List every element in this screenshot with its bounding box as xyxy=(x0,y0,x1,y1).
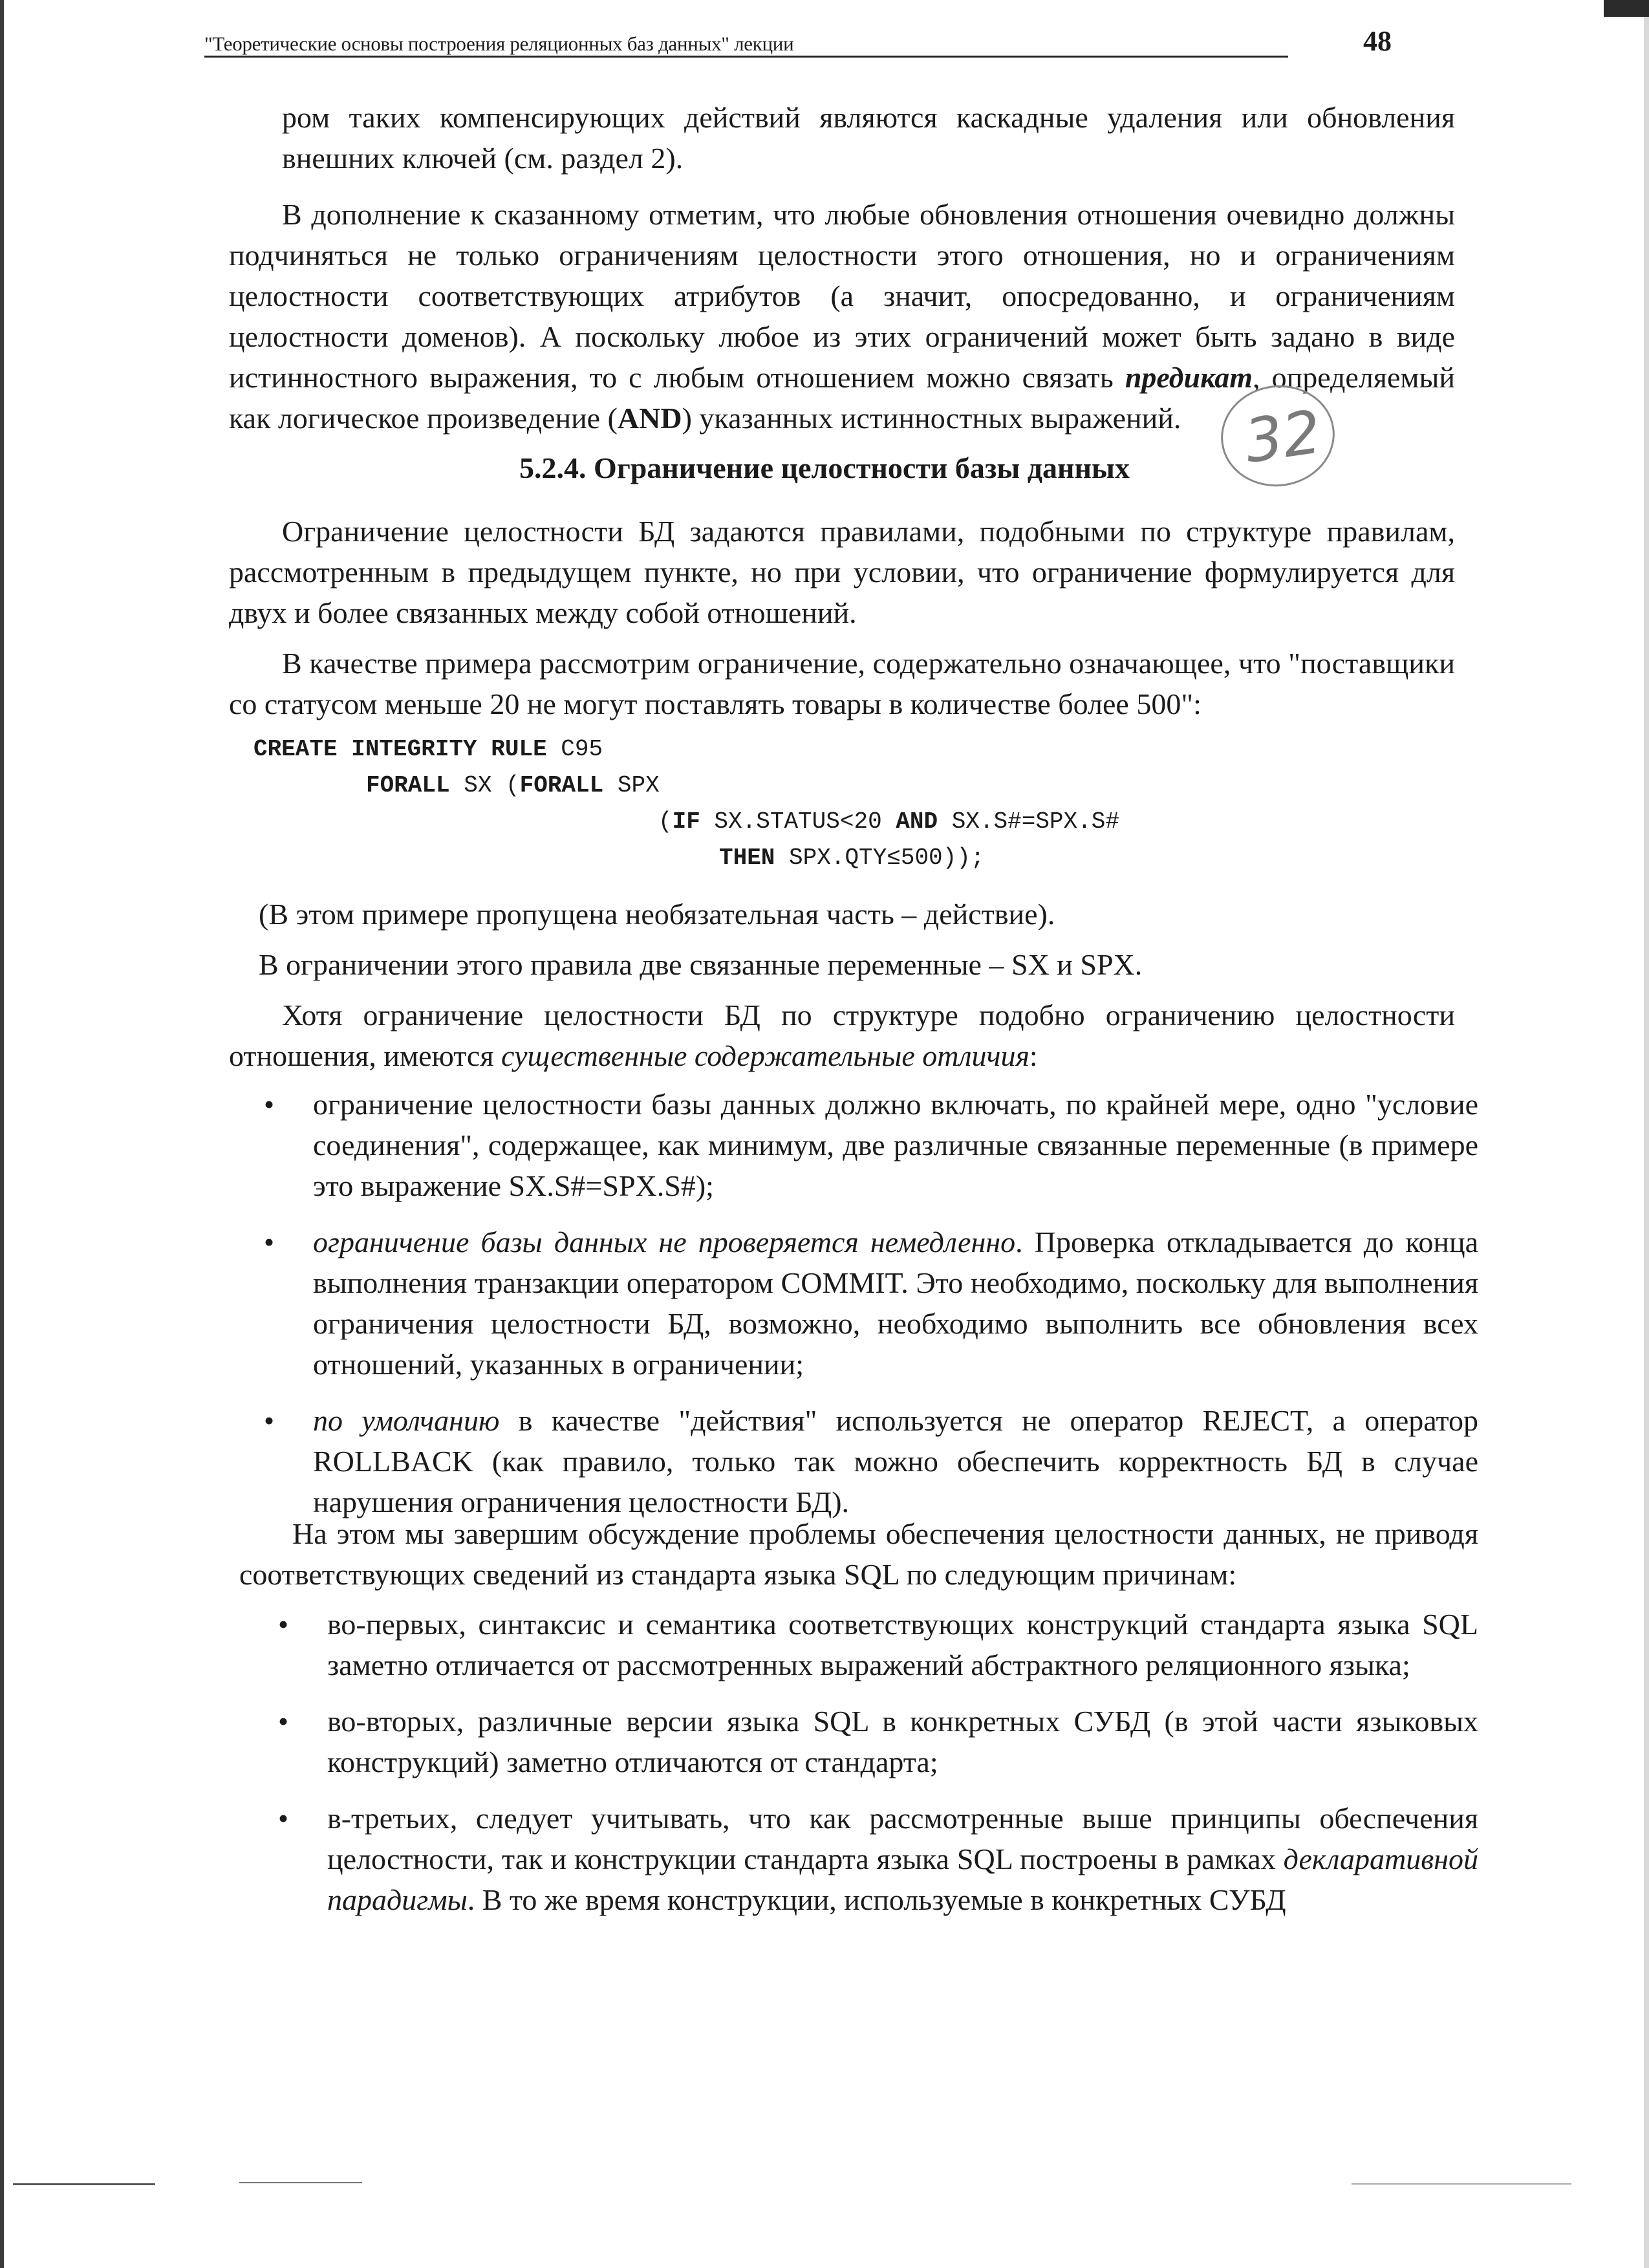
list-item: • во-вторых, различные версии языка SQL в конкретных СУБД (в этой части языковых конструкций) заметно отличаются от стандарта; xyxy=(243,1701,1478,1782)
scan-edge-top xyxy=(1604,0,1649,17)
list-item: • ограничение базы данных не проверяется немедленно. Проверка откладывается до конца выполнения транзакции оператором COMMIT. Это необходимо, поскольку для выполнения ограничения целостности БД, возможно, необходимо выполнить все обновления всех отношений, указанных в ограничении; xyxy=(229,1222,1478,1385)
list-item: • по умолчанию в качестве "действия" используется не оператор REJECT, а оператор ROLLBACK (как правило, только так можно обеспечить корректность БД в случае нарушения ограничения целостности БД). xyxy=(229,1400,1478,1522)
term-predicate: предикат xyxy=(1125,361,1253,394)
paragraph-6-italic: существенные содержательные отличия xyxy=(501,1039,1029,1072)
list-item: • ограничение целостности базы данных должно включать, по крайней мере, одно "условие соединения", содержащее, как минимум, две различные связанные переменные (в примере это выражение SX.S#=SPX.S#); xyxy=(229,1084,1478,1206)
scan-edge-right xyxy=(1644,17,1649,2268)
footer-rule xyxy=(13,2183,155,2185)
running-header: "Теоретические основы построения реляционных баз данных" лекции xyxy=(204,32,794,55)
paragraph-1-tail: ) указанных истинностных выражений. xyxy=(682,402,1181,435)
scan-edge-left xyxy=(0,0,4,2268)
paragraph-5 xyxy=(259,944,1455,985)
stamp-number: 32 xyxy=(1240,397,1326,477)
and-keyword: AND xyxy=(617,402,682,435)
paragraph-4-text: (В этом примере пропущена необязательная часть – действие). xyxy=(259,898,1055,931)
bullet-list-1 xyxy=(229,1084,1478,1538)
bullet-list-2 xyxy=(243,1604,1478,1936)
list-item: • во-первых, синтаксис и семантика соответствующих конструкций стандарта языка SQL заметно отличается от рассмотренных выражений абстрактного реляционного языка; xyxy=(243,1604,1478,1685)
bullet-dot: • xyxy=(278,1802,289,1835)
footer-rule xyxy=(239,2182,362,2183)
paragraph-7 xyxy=(239,1513,1478,1595)
paragraph-7-text: На этом мы завершим обсуждение проблемы обеспечения целостности данных, не приводя соответствующих сведений из стандарта языка SQL по следующим причинам: xyxy=(239,1517,1478,1591)
bullet-dot: • xyxy=(278,1608,289,1641)
paragraph-2-text: Ограничение целостности БД задаются правилами, подобными по структуре правилам, рассмотренным в предыдущем пункте, но при условии, что ограничение формулируется для двух и более связанных между собой отношений. xyxy=(229,515,1455,629)
code-line-1: CREATE INTEGRITY RULE C95 xyxy=(253,736,603,762)
footer-rule xyxy=(1352,2183,1571,2185)
paragraph-6: Хотя ограничение целостности БД по структуре подобно ограничению целостности отношения, имеются существенные содержательные отличия: xyxy=(229,999,1455,1072)
paragraph-3 xyxy=(229,643,1455,724)
section-heading: 5.2.4. Ограничение целостности базы данных xyxy=(519,451,1130,484)
bullet-dot: • xyxy=(264,1404,275,1437)
paragraph-2 xyxy=(229,511,1455,633)
paragraph-6-lead: Хотя ограничение целостности БД по структуре подобно ограничению целостности отношения, имеются xyxy=(229,999,1455,1072)
bullet-dot: • xyxy=(278,1705,289,1738)
paragraph-1-mid: , определяемый как логическое произведение ( xyxy=(229,361,1455,435)
paragraph-3-text: В качестве примера рассмотрим ограничение, содержательно означающее, что "поставщики со статусом меньше 20 не могут поставлять товары в количестве более 500": xyxy=(229,647,1455,720)
bullet-dot: • xyxy=(264,1226,275,1258)
list-item: • в-третьих, следует учитывать, что как рассмотренные выше принципы обеспечения целостности, так и конструкции стандарта языка SQL построены в рамках декларативной парадигмы. В то же время конструкции, используемые в конкретных СУБД xyxy=(243,1798,1478,1920)
paragraph-continued xyxy=(282,97,1455,178)
page-number: 48 xyxy=(1363,25,1392,57)
paragraph-5-text: В ограничении этого правила две связанные переменные – SX и SPX. xyxy=(259,948,1143,981)
paragraph-0-text: ром таких компенсирующих действий являются каскадные удаления или обновления внешних ключей (см. раздел 2). xyxy=(282,101,1455,175)
code-line-4: THEN SPX.QTY≤500)); xyxy=(719,845,985,871)
paragraph-4 xyxy=(259,894,1455,934)
code-line-2: FORALL SX (FORALL SPX xyxy=(366,772,660,799)
paragraph-1-lead: В дополнение к сказанному отметим, что любые обновления отношения очевидно должны подчиняться не только ограничениям целостности этого отношения, но и ограничениям целостности соответствующих атрибутов (а значит, опосредованно, и ограничениям целостности доменов). А поскольку любое из этих ограничений может быть задано в виде истинностного выражения, то с любым отношением можно связать xyxy=(229,198,1455,394)
header-rule xyxy=(204,56,1288,58)
bullet-dot: • xyxy=(264,1088,275,1121)
code-line-3: (IF SX.STATUS<20 AND SX.S#=SPX.S# xyxy=(658,808,1119,835)
